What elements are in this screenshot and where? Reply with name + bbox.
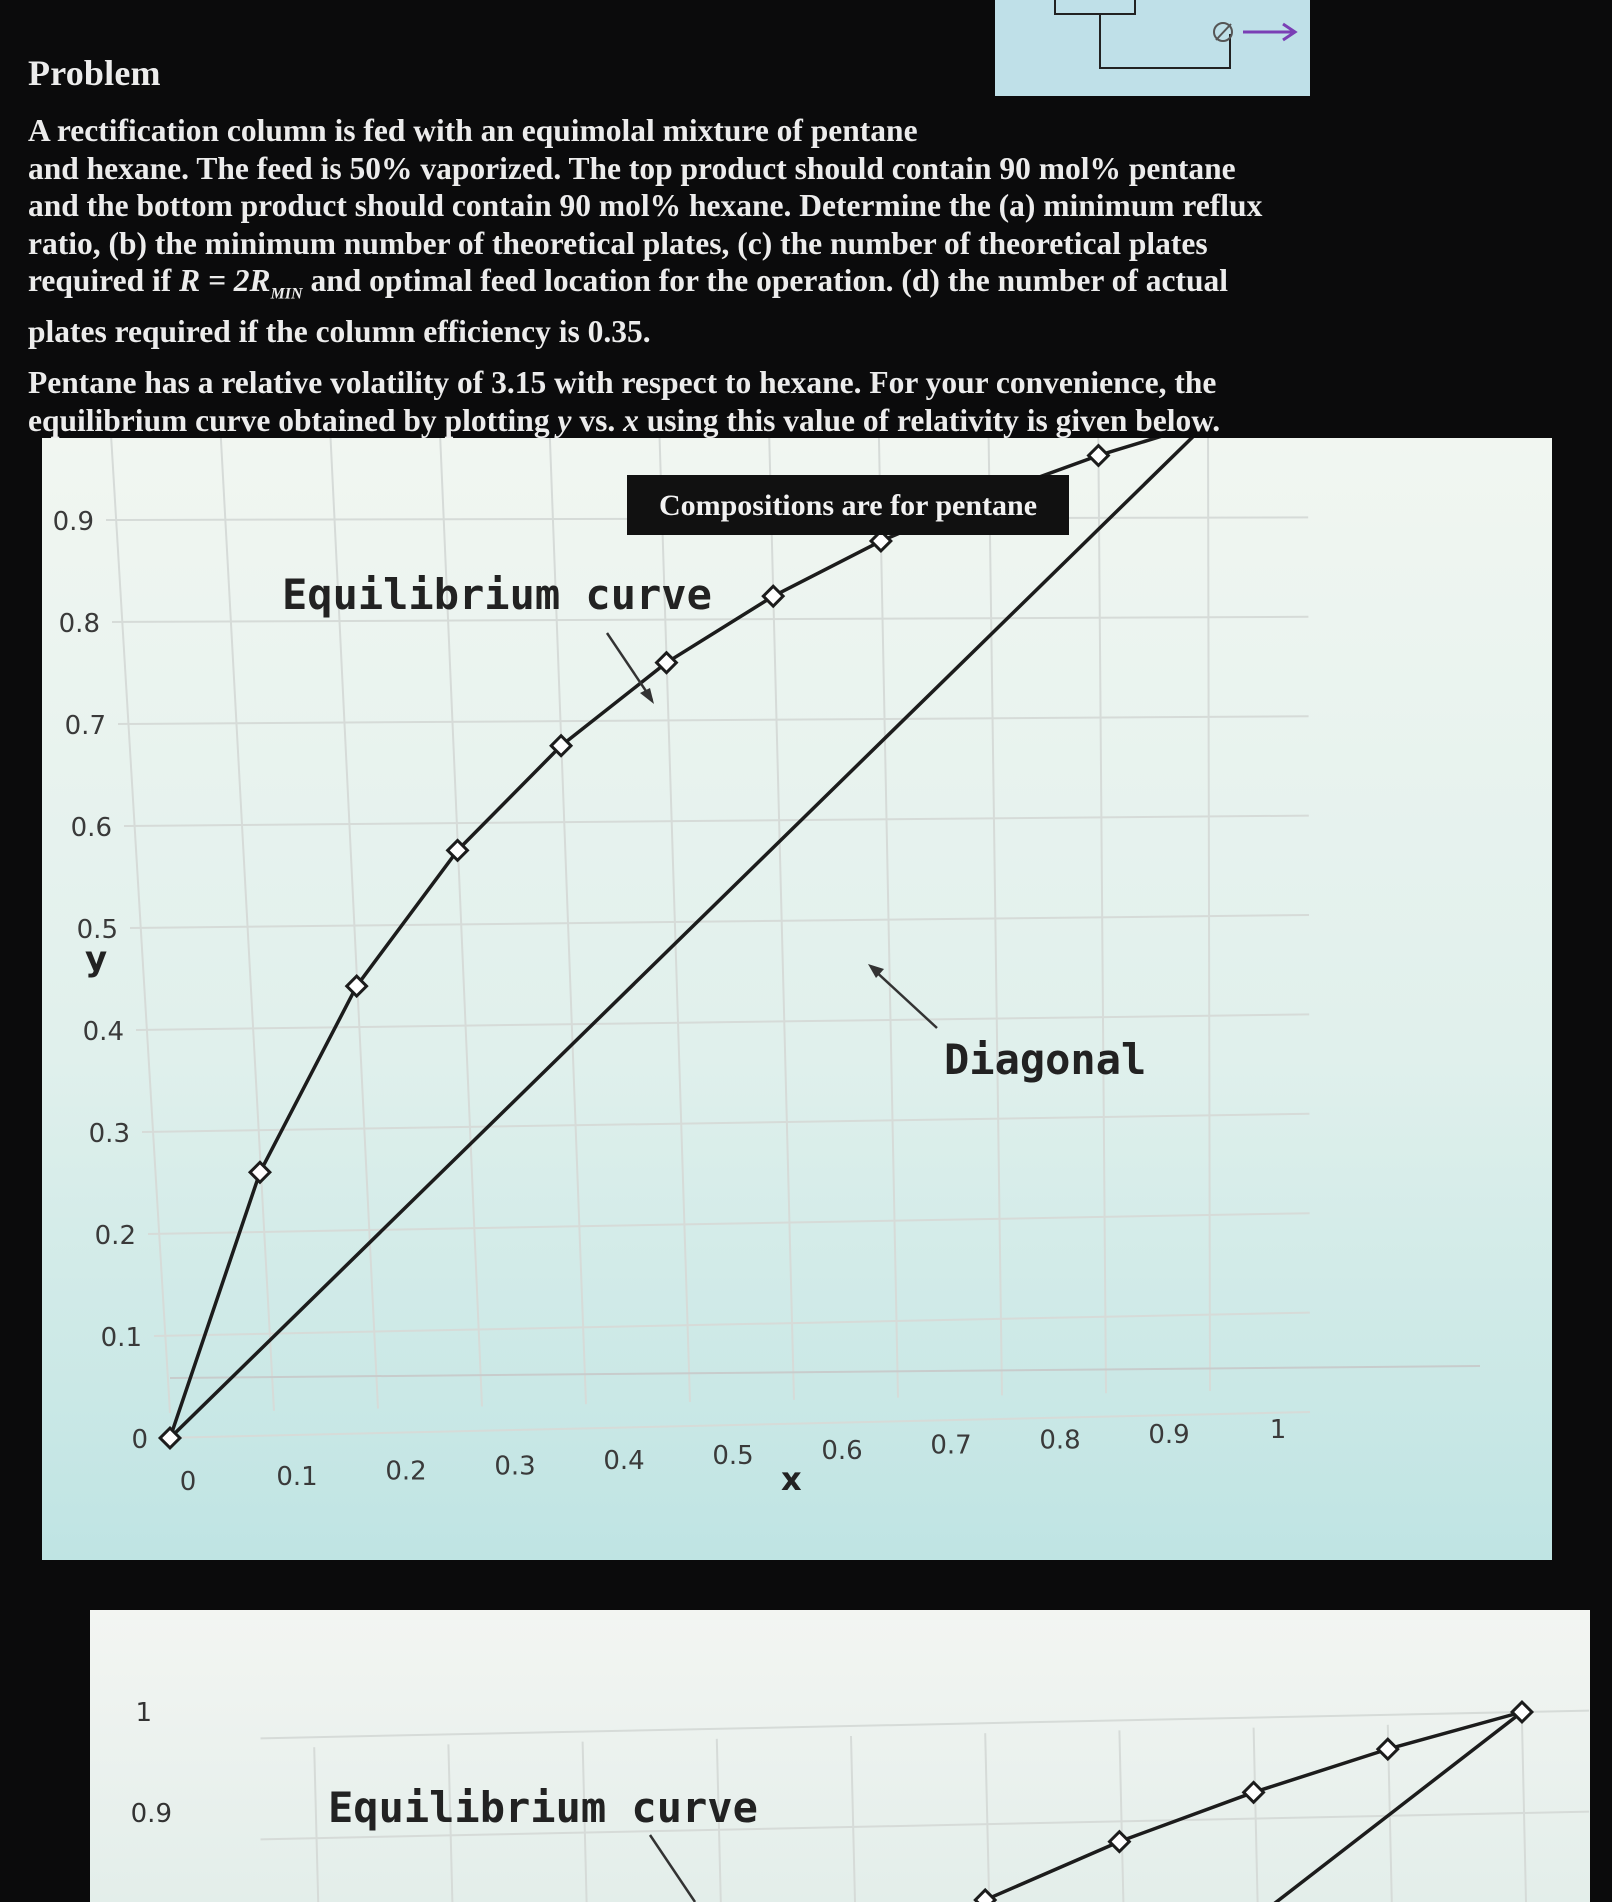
x-tick-label: 0.5 xyxy=(712,1441,754,1471)
x-tick-label: 0.8 xyxy=(1039,1425,1081,1456)
y-tick-label: 0.1 xyxy=(100,1323,142,1353)
diagonal-annotation: Diagonal xyxy=(944,1035,1147,1084)
problem-line: Pentane has a relative volatility of 3.15 with respect to hexane. For your convenience, the xyxy=(28,365,1217,401)
problem-paragraph-2 xyxy=(28,364,1308,439)
problem-line: and the bottom product should contain 90 mol% hexane. Determine the (a) minimum reflux xyxy=(28,188,1263,223)
x-tick-label: 0.4 xyxy=(603,1446,645,1477)
x-tick-label: 0.3 xyxy=(494,1451,536,1482)
y-tick-label: 1 xyxy=(135,1698,152,1728)
x-tick-label: 0.6 xyxy=(821,1435,863,1466)
equilibrium-chart xyxy=(42,438,1552,1560)
problem-line xyxy=(28,262,1308,313)
x-tick-label: 0.1 xyxy=(276,1461,318,1492)
problem-paragraph-1 xyxy=(28,112,1308,350)
line-text: equilibrium curve obtained by plotting xyxy=(28,402,558,438)
line-text: using this value of relativity is given below. xyxy=(638,402,1221,438)
column-diagram-icon xyxy=(995,0,1310,96)
line-text: vs. xyxy=(571,402,624,438)
y-tick-label: 0.4 xyxy=(82,1017,124,1047)
reflux-subscript: MIN xyxy=(270,285,303,303)
line-text: and optimal feed location for the operation. (d) the number of actual xyxy=(302,263,1229,298)
problem-line: and hexane. The feed is 50% vaporized. The top product should contain 90 mol% pentane xyxy=(28,150,1236,186)
line-text: required if xyxy=(28,263,180,298)
x-tick-label: 1 xyxy=(1269,1415,1287,1445)
y-tick-label: 0.2 xyxy=(94,1221,136,1251)
problem-line: ratio, (b) the minimum number of theoretical plates, (c) the number of theoretical plates xyxy=(28,225,1208,261)
var-y: y xyxy=(557,402,572,438)
problem-text xyxy=(28,52,1308,453)
y-tick-label: 0.8 xyxy=(58,609,100,639)
x-tick-label: 0.9 xyxy=(1148,1420,1190,1451)
problem-heading: Problem xyxy=(28,53,161,93)
x-tick-label: 0.2 xyxy=(385,1456,427,1487)
x-axis-label: x xyxy=(781,1460,802,1498)
problem-line: plates required if the column efficiency is 0.35. xyxy=(28,313,651,349)
x-tick-label: 0.7 xyxy=(930,1430,972,1461)
y-tick-label: 0.5 xyxy=(76,915,118,945)
problem-line xyxy=(28,402,1308,440)
y-tick-label: 0.7 xyxy=(64,711,106,741)
y-tick-label: 0.6 xyxy=(70,813,112,843)
reflux-equation: R = 2R xyxy=(179,263,271,298)
y-tick-label: 0 xyxy=(131,1425,148,1455)
equilibrium-chart-2-svg xyxy=(90,1610,1590,1902)
y-tick-label: 0.3 xyxy=(88,1119,130,1149)
problem-line: A rectification column is fed with an equimolal mixture of pentane xyxy=(28,113,918,148)
y-tick-label: 0.9 xyxy=(130,1799,172,1829)
column-diagram-thumbnail xyxy=(995,0,1310,96)
x-tick-label: 0 xyxy=(179,1467,197,1497)
var-x: x xyxy=(623,402,639,438)
chart-background xyxy=(42,438,1552,1560)
equilibrium-chart-svg xyxy=(42,438,1552,1560)
equilibrium-curve-annotation: Equilibrium curve xyxy=(282,570,712,619)
y-axis-label: y xyxy=(85,939,108,979)
chart-title: Compositions are for pentane xyxy=(658,489,1038,522)
equilibrium-chart-2 xyxy=(90,1610,1590,1902)
equilibrium-curve-annotation-2: Equilibrium curve xyxy=(328,1783,758,1832)
y-tick-label: 0.9 xyxy=(52,507,94,537)
